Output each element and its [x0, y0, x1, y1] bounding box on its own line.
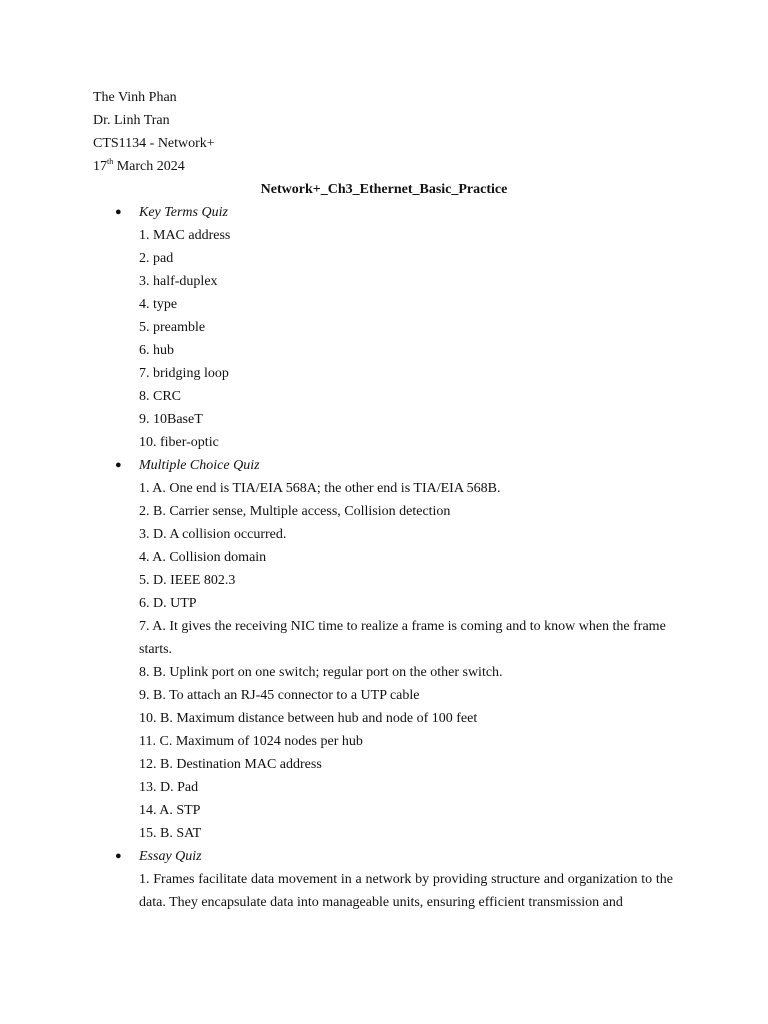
course-name: CTS1134 - Network+ [93, 136, 215, 151]
author-name: The Vinh Phan [93, 90, 177, 105]
bullet-icon: ● [115, 459, 122, 471]
bullet-icon: ● [115, 206, 122, 218]
date-rest: March 2024 [113, 159, 185, 174]
section-heading-text: Multiple Choice Quiz [139, 458, 260, 473]
essay-paragraph: 1. Frames facilitate data movement in a network by providing structure and organization to the data. They encapsulate data into manageable units, ensuring efficient transmission and [139, 872, 673, 910]
list-item: 9. 10BaseT [139, 412, 203, 427]
list-item: 1. MAC address [139, 228, 231, 243]
list-item: 7. A. It gives the receiving NIC time to realize a frame is coming and to know when the frame starts. [139, 619, 666, 657]
list-item: 2. pad [139, 251, 174, 266]
section-multiple-choice-heading [0, 454, 768, 477]
list-item: 8. CRC [139, 389, 182, 404]
list-item: 1. A. One end is TIA/EIA 568A; the other end is TIA/EIA 568B. [139, 481, 501, 496]
list-item: 5. preamble [139, 320, 206, 335]
section-heading-text: Essay Quiz [139, 849, 202, 864]
list-item: 6. D. UTP [139, 596, 197, 611]
list-item: 4. type [139, 297, 178, 312]
section-heading-text: Key Terms Quiz [139, 205, 228, 220]
list-item: 13. D. Pad [139, 780, 199, 795]
list-item: 8. B. Uplink port on one switch; regular port on the other switch. [139, 665, 503, 680]
list-item: 12. B. Destination MAC address [139, 757, 322, 772]
document-body [0, 201, 768, 914]
list-item: 5. D. IEEE 802.3 [139, 573, 236, 588]
list-item: 3. half-duplex [139, 274, 218, 289]
list-item: 9. B. To attach an RJ-45 connector to a UTP cable [139, 688, 420, 703]
list-item: 4. A. Collision domain [139, 550, 267, 565]
instructor-name: Dr. Linh Tran [93, 113, 170, 128]
list-item: 2. B. Carrier sense, Multiple access, Collision detection [139, 504, 451, 519]
date-suffix: th [107, 157, 114, 166]
list-item: 15. B. SAT [139, 826, 202, 841]
list-item: 7. bridging loop [139, 366, 229, 381]
list-item: 6. hub [139, 343, 174, 358]
document-title: Network+_Ch3_Ethernet_Basic_Practice [260, 182, 508, 197]
section-key-terms-heading [0, 201, 768, 224]
date-day: 17 [93, 159, 107, 174]
list-item: 11. C. Maximum of 1024 nodes per hub [139, 734, 363, 749]
document-header [93, 86, 215, 178]
list-item: 10. fiber-optic [139, 435, 219, 450]
bullet-icon: ● [115, 850, 122, 862]
document-date [93, 155, 215, 178]
list-item: 3. D. A collision occurred. [139, 527, 287, 542]
list-item: 10. B. Maximum distance between hub and node of 100 feet [139, 711, 478, 726]
list-item: 14. A. STP [139, 803, 201, 818]
section-essay-heading [0, 845, 768, 868]
